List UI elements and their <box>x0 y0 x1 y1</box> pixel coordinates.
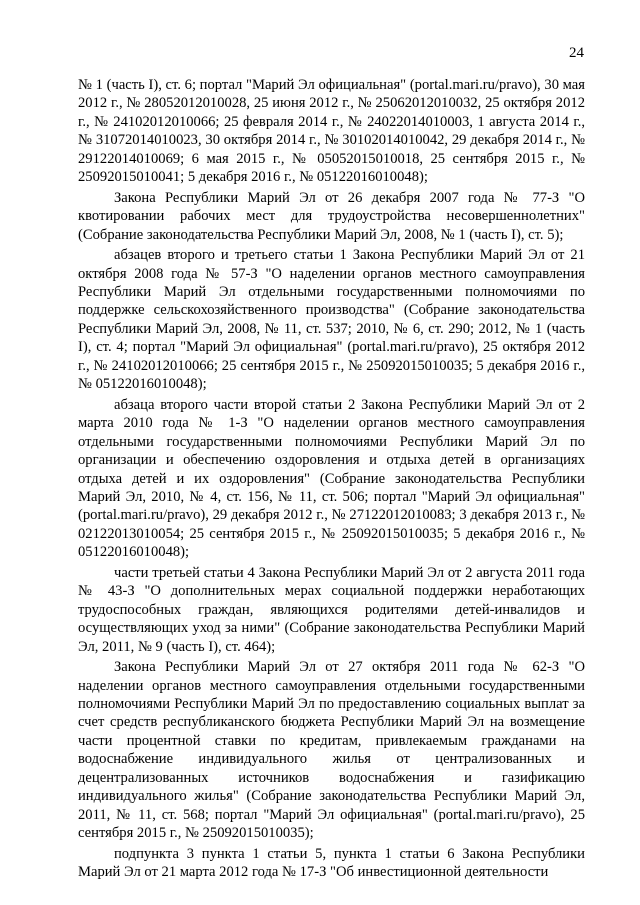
paragraph-law-1: абзаца второго части второй статьи 2 Закона Республики Марий Эл от 2 марта 2010 года № 1-З "О наделении органов местного самоуправления отдельными государственными полномочиями Республики Марий Эл по организации и обеспечению оздоровления и отдыха детей в организациях отдыха детей и их оздоровления" (Собрание законодательства Республики Марий Эл, 2010, № 4, ст. 156, № 11, ст. 506; портал "Марий Эл официальная" (portal.mari.ru/pravo), 29 декабря 2012 г., № 27122012010083; 3 декабря 2013 г., № 02122013010054; 25 сентября 2015 г., № 25092015010035; 5 декабря 2016 г., № 05122016010048); <box>78 396 585 561</box>
paragraph-law-62: Закона Республики Марий Эл от 27 октября 2011 года № 62-З "О наделении органов местного самоуправления отдельными государственными полномочиями Республики Марий Эл по предоставлению социальных выплат за счет средств республиканского бюджета Республики Марий Эл на возмещение части процентной ставки по кредитам, привлекаемым гражданами на водоснабжение индивидуального жилья от централизованных и децентрализованных источников водоснабжения и газификацию индивидуального жилья" (Собрание законодательства Республики Марий Эл, 2011, № 11, ст. 568; портал "Марий Эл официальная" (portal.mari.ru/pravo), 25 сентября 2015 г., № 25092015010035); <box>78 659 585 842</box>
paragraph-continuation: № 1 (часть I), ст. 6; портал "Марий Эл официальная" (portal.mari.ru/pravo), 30 мая 2012 г., № 28052012010028, 25 июня 2012 г., № 25062012010032, 25 октября 2012 г., № 24102012010066; 25 февраля 2014 г., № 24022014010003, 1 августа 2014 г., № 31072014010023, 30 октября 2014 г., № 30102014010042, 29 декабря 2014 г., № 29122014010069; 6 мая 2015 г., № 05052015010018, 25 сентября 2015 г., № 25092015010041; 5 декабря 2016 г., № 05122016010048); <box>78 77 585 186</box>
paragraph-law-57: абзацев второго и третьего статьи 1 Закона Республики Марий Эл от 21 октября 2008 года № 57-З "О наделении органов местного самоуправления Республики Марий Эл отдельными государственными полномочиями по поддержке сельскохозяйственного производства" (Собрание законодательства Республики Марий Эл, 2008, № 11, ст. 537; 2010, № 6, ст. 290; 2012, № 1 (часть I), ст. 4; портал "Марий Эл официальная" (portal.mari.ru/pravo), 25 октября 2012 г., № 24102012010066; 25 сентября 2015 г., № 25092015010035; 5 декабря 2016 г., № 05122016010048); <box>78 247 585 393</box>
page-number: 24 <box>569 45 584 61</box>
paragraph-law-77: Закона Республики Марий Эл от 26 декабря 2007 года № 77-З "О квотировании рабочих мест для трудоустройства несовершеннолетних" (Собрание законодательства Республики Марий Эл, 2008, № 1 (часть I), ст. 5); <box>78 189 585 243</box>
document-body <box>78 76 585 881</box>
paragraph-law-17: подпункта 3 пункта 1 статьи 5, пункта 1 статьи 6 Закона Республики Марий Эл от 21 марта 2012 года № 17-З "Об инвестиционной деятельности <box>78 845 585 881</box>
paragraph-law-43: части третьей статьи 4 Закона Республики Марий Эл от 2 августа 2011 года № 43-З "О дополнительных мерах социальной поддержки неработающих трудоспособных граждан, являющихся родителями детей-инвалидов и осуществляющих уход за ними" (Собрание законодательства Республики Марий Эл, 2011, № 9 (часть I), ст. 464); <box>78 564 585 655</box>
